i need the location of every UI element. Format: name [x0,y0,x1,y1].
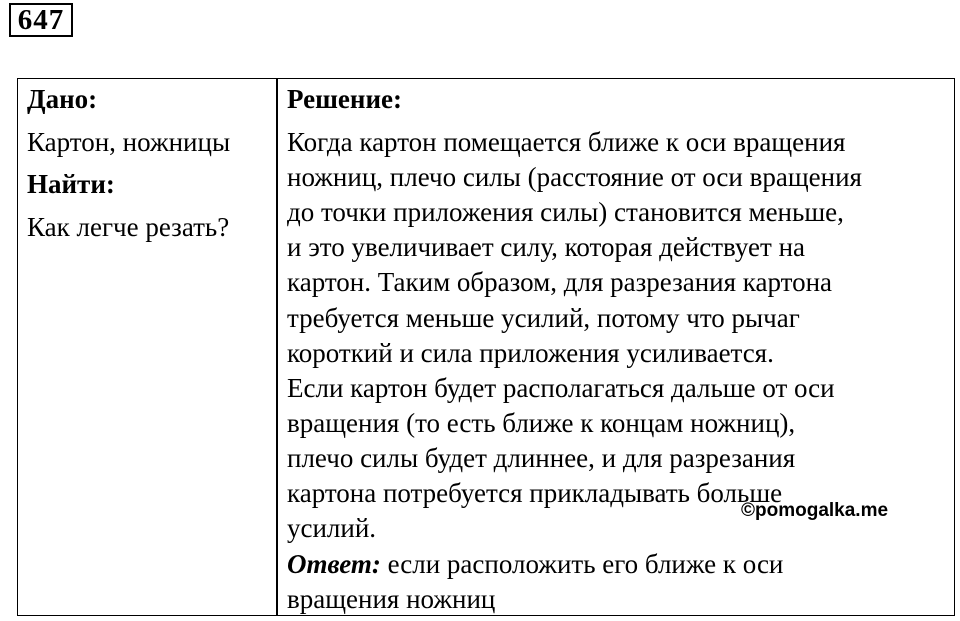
answer-line-2: вращения ножниц [287,584,496,614]
answer-line [287,547,783,581]
given-label: Дано: [27,84,98,114]
watermark: ©pomogalka.me [741,500,889,521]
answer-text: если расположить его ближе к оси [380,549,784,579]
solution-line: короткий и сила приложения усиливается. [287,338,774,368]
solution-label: Решение: [287,84,402,114]
column-divider [276,79,278,615]
solution-line: Если картон будет располагаться дальше от оси [287,373,835,403]
solution-line: картона потребуется прикладывать больше [287,478,783,508]
solution-line: картон. Таким образом, для разрезания картона [287,267,833,297]
solution-line: усилий. [287,513,377,543]
solution-line: и это увеличивает силу, которая действует на [287,232,805,262]
solution-line: ножниц, плечо силы (расстояние от оси вращения [287,162,862,192]
problem-number: 647 [9,3,73,37]
solution-line: до точки приложения силы) становится меньше, [287,197,844,227]
solution-line: требуется меньше усилий, потому что рычаг [287,303,800,333]
solution-line: вращения (то есть ближе к концам ножниц), [287,408,796,438]
find-value: Как легче резать? [27,212,230,242]
solution-line: плечо силы будет длиннее, и для разрезания [287,443,796,473]
solution-line: Когда картон помещается ближе к оси вращения [287,127,846,157]
find-label: Найти: [27,169,115,199]
given-value: Картон, ножницы [27,127,231,157]
answer-label: Ответ: [287,549,381,579]
solution-table [17,78,955,616]
